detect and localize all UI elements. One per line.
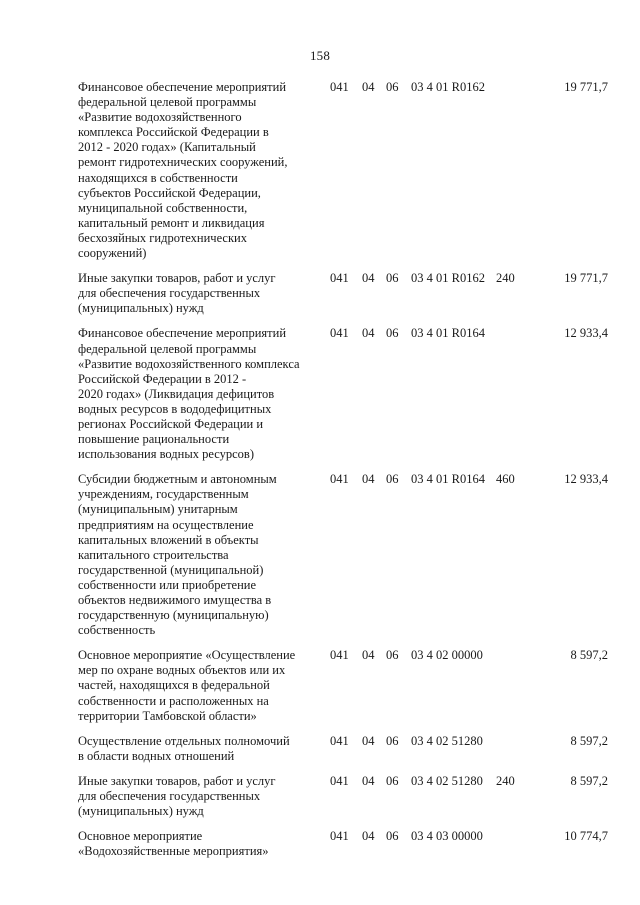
row-description xyxy=(78,80,313,261)
description-line: Субсидии бюджетным и автономным xyxy=(78,472,277,487)
description-line: 2020 годах» (Ликвидация дефицитов xyxy=(78,386,275,401)
target-article: 03 4 01 R0164 xyxy=(411,326,485,341)
description-line: 2012 - 2020 годах» (Капитальный xyxy=(78,140,256,155)
description-line: капитального строительства xyxy=(78,547,229,562)
description-line: федеральной целевой программы xyxy=(78,341,257,356)
description-line: собственности и расположенных на xyxy=(78,693,269,708)
description-line: Иные закупки товаров, работ и услуг xyxy=(78,271,276,286)
subsection-code: 06 xyxy=(386,733,399,748)
admin-code: 041 xyxy=(330,648,349,663)
description-line: (муниципальных) нужд xyxy=(78,301,204,316)
target-article: 03 4 01 R0162 xyxy=(411,271,485,286)
table-row xyxy=(78,648,608,723)
description-line: водных ресурсов в вододефицитных xyxy=(78,401,272,416)
table-row xyxy=(78,271,608,316)
admin-code: 041 xyxy=(330,733,349,748)
admin-code: 041 xyxy=(330,773,349,788)
section-code: 04 xyxy=(362,80,375,94)
description-line: (муниципальных) нужд xyxy=(78,804,204,819)
amount-value: 8 597,2 xyxy=(570,733,608,748)
description-line: для обеспечения государственных xyxy=(78,789,261,804)
description-line: собственность xyxy=(78,623,156,638)
target-article: 03 4 01 R0164 xyxy=(411,472,485,487)
section-code: 04 xyxy=(362,326,375,341)
admin-code: 041 xyxy=(330,472,349,487)
row-description xyxy=(78,829,313,859)
description-line: комплекса Российской Федерации в xyxy=(78,125,269,140)
row-description xyxy=(78,271,313,316)
amount-value: 10 774,7 xyxy=(564,829,608,844)
description-line: «Развитие водохозяйственного xyxy=(78,110,242,125)
admin-code: 041 xyxy=(330,80,349,94)
subsection-code: 06 xyxy=(386,472,399,487)
description-line: предприятиям на осуществление xyxy=(78,517,254,532)
table-row xyxy=(78,80,608,261)
subsection-code: 06 xyxy=(386,773,399,788)
description-line: регионах Российской Федерации и xyxy=(78,416,264,431)
description-line: учреждениям, государственным xyxy=(78,487,249,502)
subsection-code: 06 xyxy=(386,829,399,844)
description-line: капитальный ремонт и ликвидация xyxy=(78,215,265,230)
description-line: капитальных вложений в объекты xyxy=(78,532,259,547)
row-description xyxy=(78,326,313,462)
description-line: государственной (муниципальной) xyxy=(78,562,264,577)
admin-code: 041 xyxy=(330,326,349,341)
budget-table xyxy=(78,80,608,869)
description-line: частей, находящихся в федеральной xyxy=(78,678,270,693)
description-line: территории Тамбовской области» xyxy=(78,708,257,723)
section-code: 04 xyxy=(362,733,375,748)
section-code: 04 xyxy=(362,829,375,844)
section-code: 04 xyxy=(362,472,375,487)
expense-type-code: 240 xyxy=(496,271,515,286)
row-description xyxy=(78,648,313,723)
admin-code: 041 xyxy=(330,271,349,286)
amount-value: 8 597,2 xyxy=(570,648,608,663)
target-article: 03 4 02 00000 xyxy=(411,648,483,663)
table-row xyxy=(78,734,608,764)
description-line: находящихся в собственности xyxy=(78,170,238,185)
description-line: собственности или приобретение xyxy=(78,577,257,592)
amount-value: 12 933,4 xyxy=(564,472,608,487)
amount-value: 19 771,7 xyxy=(564,80,608,94)
target-article: 03 4 02 51280 xyxy=(411,773,483,788)
subsection-code: 06 xyxy=(386,326,399,341)
section-code: 04 xyxy=(362,271,375,286)
subsection-code: 06 xyxy=(386,80,399,94)
section-code: 04 xyxy=(362,648,375,663)
row-description xyxy=(78,774,313,819)
amount-value: 19 771,7 xyxy=(564,271,608,286)
description-line: «Развитие водохозяйственного комплекса xyxy=(78,356,300,371)
description-line: Финансовое обеспечение мероприятий xyxy=(78,80,287,94)
description-line: муниципальной собственности, xyxy=(78,200,248,215)
expense-type-code: 240 xyxy=(496,773,515,788)
description-line: объектов недвижимого имущества в xyxy=(78,593,272,607)
description-line: федеральной целевой программы xyxy=(78,95,257,110)
description-line: в области водных отношений xyxy=(78,748,235,763)
description-line: субъектов Российской Федерации, xyxy=(78,185,261,200)
target-article: 03 4 02 51280 xyxy=(411,733,483,748)
amount-value: 12 933,4 xyxy=(564,326,608,341)
description-line: Российской Федерации в 2012 - xyxy=(78,371,247,386)
target-article: 03 4 03 00000 xyxy=(411,829,483,844)
subsection-code: 06 xyxy=(386,648,399,663)
description-line: бесхозяйных гидротехнических xyxy=(78,230,247,245)
amount-value: 8 597,2 xyxy=(570,773,608,788)
table-row xyxy=(78,774,608,819)
description-line: сооружений) xyxy=(78,246,147,261)
description-line: Основное мероприятие «Осуществление xyxy=(78,648,296,663)
description-line: использования водных ресурсов) xyxy=(78,447,254,462)
description-line: для обеспечения государственных xyxy=(78,286,261,301)
row-description xyxy=(78,472,313,638)
page-number: 158 xyxy=(309,48,331,63)
description-line: государственную (муниципальную) xyxy=(78,608,269,623)
description-line: Основное мероприятие xyxy=(78,829,203,844)
description-line: Иные закупки товаров, работ и услуг xyxy=(78,773,276,788)
target-article: 03 4 01 R0162 xyxy=(411,80,485,94)
admin-code: 041 xyxy=(330,829,349,844)
table-row xyxy=(78,472,608,638)
description-line: Финансовое обеспечение мероприятий xyxy=(78,326,287,341)
description-line: (муниципальным) унитарным xyxy=(78,502,238,517)
description-line: «Водохозяйственные мероприятия» xyxy=(78,844,269,859)
row-description xyxy=(78,734,313,764)
table-row xyxy=(78,829,608,859)
description-line: Осуществление отдельных полномочий xyxy=(78,733,290,748)
description-line: повышение рациональности xyxy=(78,432,230,447)
section-code: 04 xyxy=(362,773,375,788)
description-line: мер по охране водных объектов или их xyxy=(78,663,286,678)
subsection-code: 06 xyxy=(386,271,399,286)
expense-type-code: 460 xyxy=(496,472,515,487)
table-row xyxy=(78,326,608,462)
description-line: ремонт гидротехнических сооружений, xyxy=(78,155,288,170)
